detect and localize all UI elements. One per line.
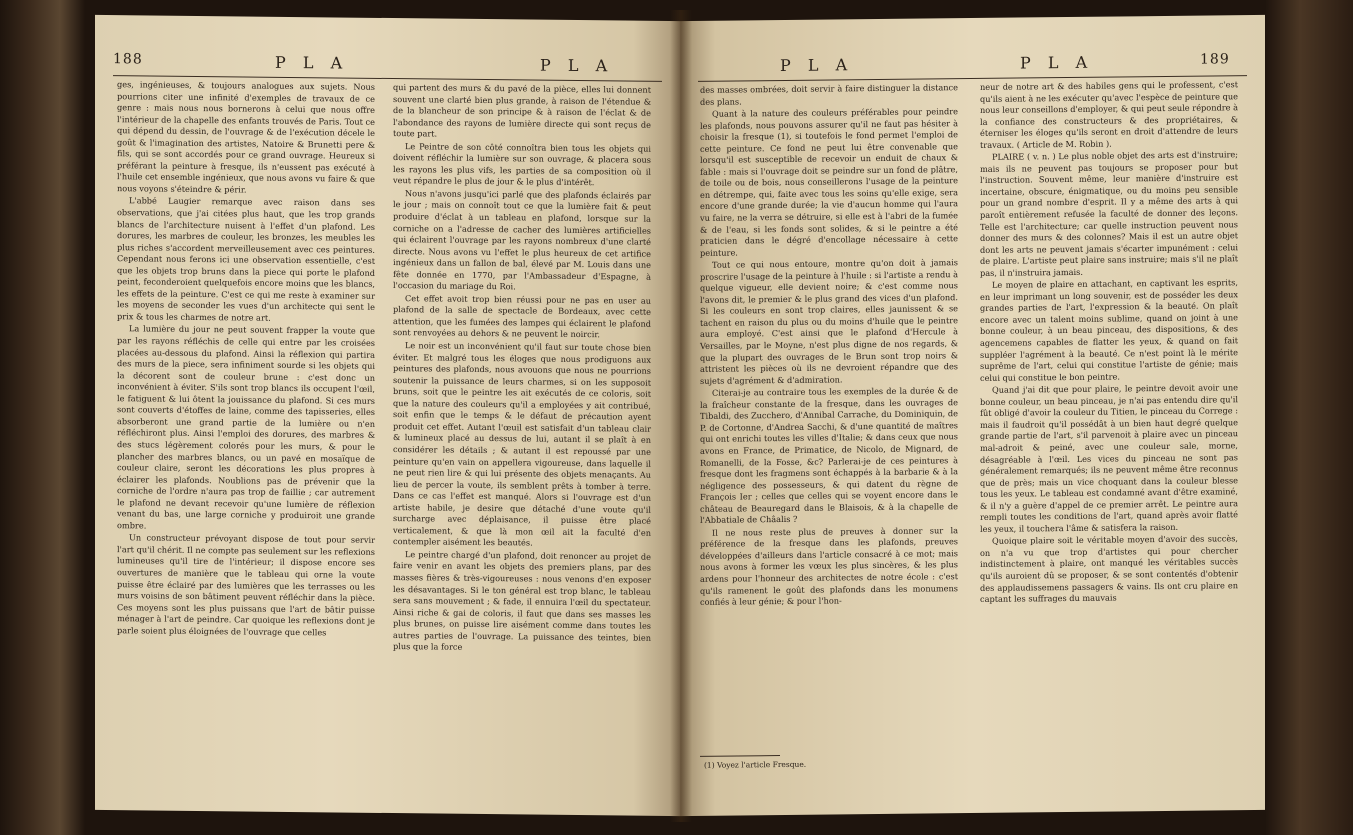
paragraph: Quand j'ai dit que pour plaire, le peintre devoit avoir une bonne couleur, un beau pinceau, je n'ai pas entendu dire qu'il fût obligé d'avoir la couleur du Titien, le pinceau du Correge : mais il faudroit qu'il possédât à un bien haut degré quelque grande partie de l'art, s'il parvenoit à plaire avec un pinceau mal-adroit & peiné, avec une couleur sale, morne, désagréable à l'œil. Les vices du pinceau ne sont pas généralement remarqués; ils ne peuvent même être reconnus que de près; mais un vice choquant dans la couleur blesse tous les yeux. Le tableau est condamné avant d'être examiné, & il n'y a guère d'appel de ce premier arrêt. Le peintre aura rempli toutes les conditions de l'art, quand après avoir flatté les yeux, il touchera l'âme & satisfera la raison. (980, 382, 1238, 534)
paragraph: La lumière du jour ne peut souvent frapper la voute que par les rayons réfléchis de celle qui entre par les croisées placées au-dessous du plafond. Ainsi la réflexion qui partira des murs de la piece, sera infiniment sourde si les objets qui la décorent sont de couleur brune : c'est donc un inconvénient à éviter. S'ils sont trop blancs ils occupent l'œil, le fatiguent & lui ôtent la jouissance du plafond. Si ces murs sont couverts d'étoffes de laine, comme des tapisseries, elles absorberont une grand partie de la lumière ou n'en réfléchiront plus. Ainsi l'emploi des dorures, des marbres & des stucs légèrement colorés pour les murs, & pour le plancher des marbres blancs, ou un pavé en mosaïque de couleur claire, seront les décorations les plus propres à éclairer les plafonds. Noublions pas de prévenir que la corniche de l'ordre n'aura pas trop de faillie ; car autrement le plafond ne devant recevoir qu'une lumière de réflexion venant du bas, une large corniche y produiroit une grande ombre. (117, 323, 375, 531)
running-head: P L A (540, 55, 614, 76)
running-head: P L A (1020, 52, 1094, 73)
book-gutter (670, 10, 692, 822)
paragraph: Le Peintre de son côté connoîtra bien tous les objets qui doivent réfléchir la lumière sur son ouvrage, & placera sous les rayons les plus vifs, les parties de sa composition où il veut répandre le plus de jour & le plus d'intérêt. (393, 140, 651, 188)
paragraph: Un constructeur prévoyant dispose de tout pour servir l'art qu'il chérit. Il ne compte pas seulement sur les reflexions lumineuses qu'il tire de l'intérieur; il dispose encore ses ouvertures de manière que le tableau qui orne la voute puisse être éclairé par des lumières que les terrasses ou les murs voisins de son bâtiment peuvent réfléchir dans la pièce. Ces moyens sont les plus puissans que l'art de bâtir puisse ménager à l'art de peindre. Car quoique les reflexions dont je parle soient plus éloignées de l'ouvrage que celles (117, 532, 375, 638)
paragraph: Nous n'avons jusqu'ici parlé que des plafonds éclairés par le jour ; mais on connoît tout ce que la lumière fait & peut produire d'éclat à un tableau en plafond, lorsque sur la corniche on a l'adresse de cacher des lumières artificielles qui éclairent l'ouvrage par les rayons nombreux d'une clarté directe. Nous avons vu l'effet le plus heureux de cet artifice ingénieux dans un fallon de bal, élevé par M. Louis dans une fête donnée en 1770, par l'Ambassadeur d'Espagne, à l'occasion du mariage du Roi. (393, 188, 651, 292)
running-head: P L A (780, 55, 854, 76)
paragraph: des masses ombrées, doit servir à faire distinguer la distance des plans. (700, 82, 958, 107)
running-head: P L A (275, 52, 349, 73)
left-page-column-2 (393, 82, 651, 656)
page-number: 189 (1200, 51, 1230, 68)
paragraph: Quant à la nature des couleurs préférables pour peindre les plafonds, nous pouvons assurer qu'il ne faut pas hésiter à choisir la fresque (1), si toutefois le fond permet l'emploi de cette peinture. Ce fond ne peut lui être convenable que lorsqu'il est susceptible de recevoir un enduit de chaux & fable : mais si l'ouvrage doit se peindre sur un fond de plâtre, de toile ou de bois, nous conseillerons l'usage de la peinture en détrempe, qui, faite avec tous les soins qu'elle exige, sera encore d'une grande durée; la vie d'aucun homme qui l'aura vu faire, ne la verra se détruire, si elle est à l'abri de la fumée & de l'eau, si les fonds sont solides, & si le peintre a été praticien dans le dégré d'encollage nécessaire à cette peinture. (700, 106, 958, 258)
paragraph: neur de notre art & des habiles gens qui le professent, c'est qu'ils aient à ne les exécuter qu'avec l'espèce de peinture que nous leur conseillons d'employer, & qui peut seule répondre à la confiance des constructeurs & des propriétaires, & éterniser les éloges qu'ils seront en droit d'attendre de leurs travaux. ( Article de M. Robin ). (980, 79, 1238, 150)
paragraph: Quoique plaire soit le véritable moyen d'avoir des succès, on n'a vu que trop d'artistes qui pour chercher indistinctement à plaire, ont manqué les véritables succès qu'ils auroient dû se proposer, & se sont contentés d'obtenir des applaudissemens passagers & vains. Ils ont cru plaire en captant les suffrages du mauvais (980, 533, 1238, 604)
paragraph: Le noir est un inconvénient qu'il faut sur toute chose bien éviter. Et malgré tous les éloges que nous prodiguons aux peintures des plafonds, nous avouons que nous ne pourrions soutenir la puissance de leurs charmes, si on les supposoit bruns, soit que le peintre les ait exécutés de ce coloris, soit que la nature des couleurs qu'il a employées y ait contribué, soit enfin que le temps & le défaut de précaution ayent produit cet effet. Autant l'œuil est satisfait d'un tableau clair & lumineux placé au dessus de lui, autant il se plaît à en considérer les détails ; & autant il est repoussé par une peinture qu'en vain on appellera vigoureuse, dans laquelle il ne peut rien lire & qui lui présente des objets menaçants. Au lieu de percer la voute, ils semblent prêts à tomber à terre. Dans ce cas l'effet est manqué. Alors si l'ouvrage est d'un artiste habile, je desire que détaché d'une voute qu'il surcharge avec déplaisance, il puisse être placé verticalement, & que là mon œil ait la faculté d'en contempler aisément les beautés. (393, 340, 651, 548)
page-number: 188 (113, 51, 143, 68)
right-page-column-2 (980, 79, 1238, 606)
paragraph: PLAIRE ( v. n. ) Le plus noble objet des arts est d'instruire; mais ils ne peuvent pas toujours se proposer pour but l'instruction. Souvent même, leur manière d'instruire est incertaine, obscure, énigmatique, ou du moins peu sensible pour un grand nombre d'esprit. Il y a même des arts à qui paroît entièrement refusée la faculté de donner des leçons. Telle est l'architecture; car quelle instruction peuvent nous donner des murs & des colonnes? Mais il est un autre objet dont les arts ne peuvent jamais s'écarter impunément : celui de plaire. L'artiste peut plaire sans instruire; mais s'il ne plaît pas, il n'instruira jamais. (980, 149, 1238, 278)
left-page (95, 15, 680, 816)
left-page-column-1 (117, 79, 375, 640)
right-page (680, 15, 1265, 816)
footnote-rule (700, 755, 780, 757)
paragraph: qui partent des murs & du pavé de la pièce, elles lui donnent souvent une clarté bien plus grande, à raison de l'étendue & de la blancheur de son principe & à raison de l'éclat & de l'abondance des rayons de lumière directe qui sont reçus de toute part. (393, 82, 651, 139)
paragraph: Le peintre chargé d'un plafond, doit renoncer au projet de faire venir en avant les objets des premiers plans, par des masses fières & très-vigoureuses : nous venons d'en exposer les désavantages. Si le ton général est trop blanc, le tableau sera sans mouvement ; & fade, il ennuira l'œil du spectateur. Ainsi riche & gai de coloris, il faut que dans ses masses les plus brunes, on puisse lire aisément comme dans toutes les autres parties de l'ouvrage. La puissance des teintes, bien plus que la force (393, 549, 651, 653)
footnote: (1) Voyez l'article Fresque. (704, 759, 807, 770)
paragraph: Tout ce qui nous entoure, montre qu'on doit à jamais proscrire l'usage de la peinture à l'huile : si l'artiste a rendu à quelque vigueur, elle devient noire; & c'est comme nous l'avons dit, le premier & le plus grand des vices d'un plafond. Si les couleurs en sont trop claires, elles jaunissent & se tachent en raison du plus ou du moins d'huile que le peintre aura employé. C'est ainsi que le plafond d'Hercule à Versailles, par le Moyne, n'est plus digne de nos regards, & que la plupart des ouvrages de le Brun sont trop noirs & attristent les pièces où ils ne devroient répandre que des sujets d'agrément & d'admiration. (700, 257, 958, 386)
paragraph: Il ne nous reste plus de preuves à donner sur la préférence de la fresque dans les plafonds, preuves développées d'ailleurs dans l'article consacré à ce mot; mais nous avons à former les vœux les plus sincères, & les plus ardens pour l'honneur des architectes de notre école : c'est qu'ils ramenent le goût des plafonds dans les monumens confiés à leur génie; & pour l'hon- (700, 524, 958, 607)
paragraph: Cet effet avoit trop bien réussi pour ne pas en user au plafond de la salle de spectacle de Bordeaux, avec cette attention, que les fumées des lampes qui éclairent le plafond sont renvoyées au dehors & ne peuvent le noircir. (393, 293, 651, 340)
paragraph: Citerai-je au contraire tous les exemples de la durée & de la fraîcheur constante de la fresque, dans les ouvrages de Tibaldi, des Zucchero, d'Annibal Carrache, du Dominiquin, de P. de Cortonne, d'Andrea Sacchi, & d'une quantité de maîtres qui ont enrichi toutes les villes d'Italie; & dans ceux que nous avons en France, de Primatice, de Nicolo, de Mignard, de Romanelli, de la Fosse, &c? Parlerai-je de ces peintures à fresque dont les fragmens sont échappés à la barbarie & à la négligence des possesseurs, & qui datent du règne de François Ier ; celles que celles qui se voyent encore dans le château de Beauregard dans le Blaisois, & à la chapelle de l'Abbatiale de Châalis ? (700, 385, 958, 526)
paragraph: Le moyen de plaire en attachant, en captivant les esprits, en leur imprimant un long souvenir, est de posséder les deux grandes parties de l'art, l'expression & la beauté. On plaît encore avec un talent moins sublime, quand on joint à une bonne couleur, à un beau pinceau, des dispositions, & des agencemens capables de flatter les yeux, & quand on fait suppléer l'agrément à la beauté. Ce n'est point là le mérite suprême de l'art, celui qui constitue l'artiste de génie; mais celui qui constitue le bon peintre. (980, 277, 1238, 383)
paragraph: L'abbé Laugier remarque avec raison dans ses observations, que j'ai citées plus haut, que les trop grands blancs de l'architecture nuisent à l'effet d'un plafond. Les dorures, les marbres de couleur, les bronzes, les meubles les plus riches s'accordent merveilleusement avec ces peintures. Cependant nous ferons ici une observation essentielle, c'est que les objets trop bruns dans la piece qui porte le plafond peint, feconderoient quelquefois encore moins que les blancs, les effets de la peinture. C'est ce qui me reste à examiner sur les moyens de seconder les vues d'un architecte qui sent le prix & tous les charmes de notre art. (117, 195, 375, 323)
paragraph: ges, ingénieuses, & toujours analogues aux sujets. Nous pourrions citer une infinité d'exemples de travaux de ce genre : mais nous nous bornerons à celui que nous offre l'intérieur de la chapelle des enfants trouvés de Paris. Tout ce qui dépend du dessin, de l'ouvrage & de l'exécution décele le goût & l'imagination des artistes, Natoire & Brunetti pere & fils, qui se sont accordés pour ce grand ouvrage. Heureux si préférant la peinture à fresque, ils n'eussent pas exécuté à l'huile cet ensemble ingénieux, que nous avons vu faire & que nous voyons s'éteindre & périr. (117, 79, 375, 195)
right-page-column-1 (700, 82, 958, 609)
